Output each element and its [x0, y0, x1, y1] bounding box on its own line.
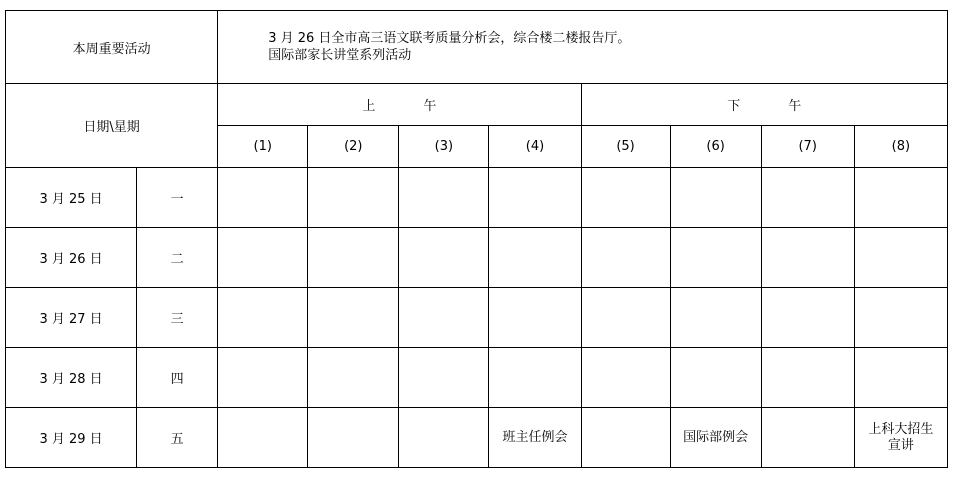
- period-header: (1): [218, 126, 308, 168]
- period-header: (4): [489, 126, 581, 168]
- half-day-row: [6, 84, 948, 126]
- date-cell: 3 月 25 日: [6, 168, 137, 228]
- schedule-cell: [308, 228, 399, 288]
- schedule-cell: 班主任例会: [489, 408, 581, 468]
- schedule-cell: [670, 168, 761, 228]
- schedule-cell: [218, 288, 308, 348]
- schedule-cell: [854, 168, 947, 228]
- schedule-cell: [581, 348, 670, 408]
- date-cell: 3 月 29 日: [6, 408, 137, 468]
- schedule-cell: [581, 408, 670, 468]
- schedule-cell: [761, 348, 854, 408]
- schedule-cell: [854, 288, 947, 348]
- day-row: [6, 228, 948, 288]
- date-cell: 3 月 28 日: [6, 348, 137, 408]
- event-line: 3 月 26 日全市高三语文联考质量分析会，综合楼二楼报告厅。: [268, 31, 631, 46]
- schedule-cell: [218, 168, 308, 228]
- schedule-cell: [854, 228, 947, 288]
- weekday-cell: 四: [137, 348, 218, 408]
- date-cell: 3 月 26 日: [6, 228, 137, 288]
- important-events-label: 本周重要活动: [6, 11, 218, 84]
- schedule-cell: [218, 348, 308, 408]
- schedule-cell: [399, 408, 489, 468]
- schedule-cell: [761, 228, 854, 288]
- morning-header: [218, 84, 581, 126]
- afternoon-header: [581, 84, 948, 126]
- day-row: [6, 408, 948, 468]
- schedule-cell: [761, 288, 854, 348]
- schedule-cell: [308, 408, 399, 468]
- period-header: (2): [308, 126, 399, 168]
- schedule-cell: [489, 288, 581, 348]
- weekday-cell: 五: [137, 408, 218, 468]
- important-events-content: [218, 11, 948, 84]
- schedule-cell: 国际部例会: [670, 408, 761, 468]
- weekday-cell: 一: [137, 168, 218, 228]
- schedule-cell: [399, 288, 489, 348]
- date-cell: 3 月 27 日: [6, 288, 137, 348]
- schedule-cell: [761, 408, 854, 468]
- afternoon-char: 午: [788, 99, 802, 114]
- schedule-cell: [581, 168, 670, 228]
- date-weekday-header: 日期\星期: [6, 84, 218, 168]
- schedule-cell: [489, 348, 581, 408]
- period-header: (6): [670, 126, 761, 168]
- schedule-cell: [670, 348, 761, 408]
- schedule-cell: [854, 348, 947, 408]
- morning-char: 午: [423, 99, 437, 114]
- schedule-cell: [308, 348, 399, 408]
- afternoon-char: 下: [727, 99, 741, 114]
- morning-char: 上: [362, 99, 376, 114]
- day-row: [6, 168, 948, 228]
- schedule-cell: [308, 288, 399, 348]
- schedule-cell: [218, 228, 308, 288]
- event-line: 国际部家长讲堂系列活动: [268, 48, 412, 63]
- weekday-cell: 二: [137, 228, 218, 288]
- period-header: (5): [581, 126, 670, 168]
- schedule-cell: [670, 288, 761, 348]
- period-header: (7): [761, 126, 854, 168]
- schedule-cell: [489, 168, 581, 228]
- important-events-row: [6, 11, 948, 84]
- schedule-cell: [399, 348, 489, 408]
- day-row: [6, 348, 948, 408]
- schedule-cell: [308, 168, 399, 228]
- schedule-cell: [581, 228, 670, 288]
- schedule-cell: [670, 228, 761, 288]
- schedule-cell: [399, 168, 489, 228]
- schedule-cell: [761, 168, 854, 228]
- schedule-cell: [218, 408, 308, 468]
- schedule-cell: [399, 228, 489, 288]
- period-header: (8): [854, 126, 947, 168]
- schedule-cell: [489, 228, 581, 288]
- day-row: [6, 288, 948, 348]
- weekly-schedule-table: [5, 10, 948, 468]
- schedule-cell: 上科大招生 宣讲: [854, 408, 947, 468]
- weekday-cell: 三: [137, 288, 218, 348]
- schedule-cell: [581, 288, 670, 348]
- period-header: (3): [399, 126, 489, 168]
